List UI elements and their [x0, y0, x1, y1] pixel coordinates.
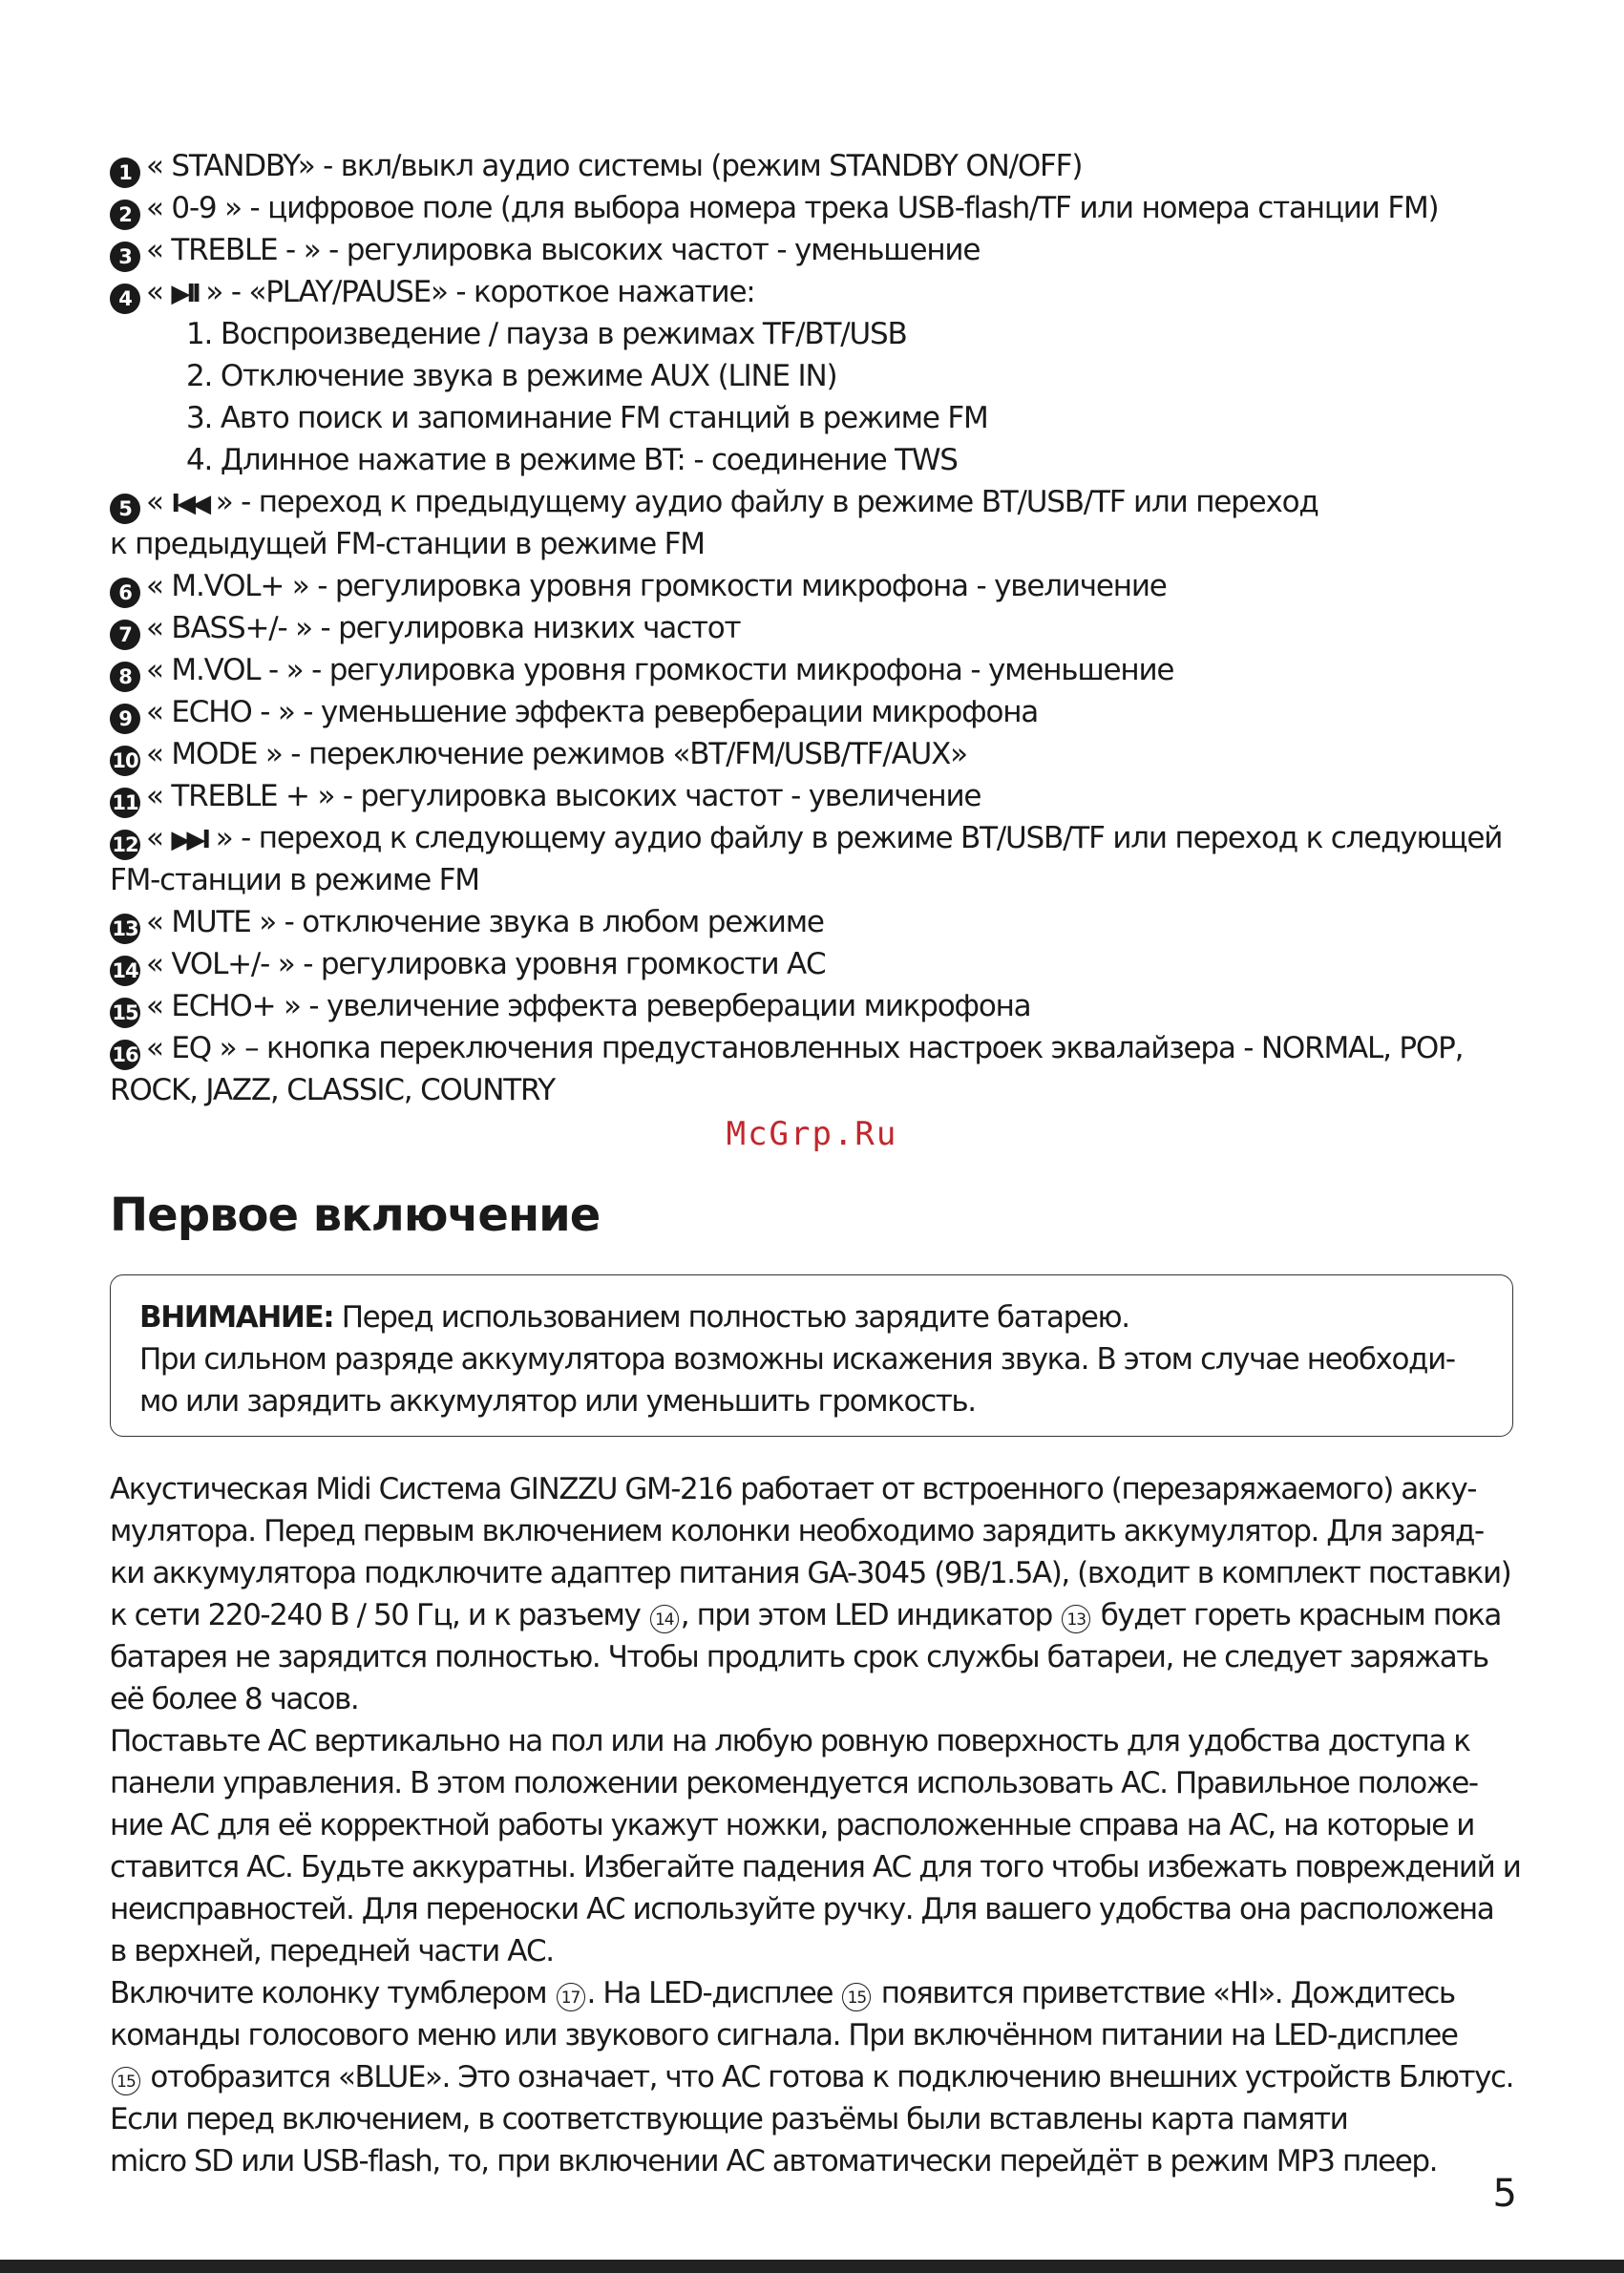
item-text: « MUTE » - отключение звука в любом режиме [146, 905, 824, 939]
paragraph-line [110, 1594, 1532, 1636]
previous-track-icon: I◀◀ [171, 490, 208, 518]
list-item [110, 145, 1532, 187]
warning-line: При сильном разряде аккумулятора возможны искажения звука. В этом случае необходи- [139, 1342, 1455, 1377]
text-span: , при этом LED индикатор [680, 1598, 1061, 1632]
item-text: « BASS+/- » - регулировка низких частот [146, 611, 741, 645]
item-number: 16 [110, 1040, 140, 1070]
list-item [110, 691, 1532, 733]
paragraph-line: ставится АС. Будьте аккуратны. Избегайте падения АС для того чтобы избежать повреждений и [110, 1850, 1521, 1884]
warning-text: Перед использованием полностью зарядите батарею. [333, 1300, 1129, 1335]
paragraph-line: команды голосового меню или звукового сигнала. При включённом питании на LED-дисплее [110, 2018, 1458, 2052]
item-number: 12 [110, 830, 140, 860]
paragraph-line: Акустическая Midi Система GINZZU GM-216 работает от встроенного (перезаряжаемого) акку- [110, 1472, 1476, 1506]
item-number: 3 [110, 242, 140, 272]
next-track-icon: ▶▶I [171, 826, 208, 854]
sub-item: 1. Воспроизведение / пауза в режимах TF/BT/USB [186, 317, 907, 351]
list-item [110, 607, 1532, 649]
list-item [110, 1027, 1532, 1069]
item-number: 2 [110, 200, 140, 230]
paragraph-line [110, 1972, 1532, 2014]
paragraph-line: мулятора. Перед первым включением колонки необходимо зарядить аккумулятор. Для заряд- [110, 1514, 1484, 1548]
item-text: « TREBLE + » - регулировка высоких частот - увеличение [146, 779, 981, 813]
item-continuation: ROCK, JAZZ, CLASSIC, COUNTRY [110, 1073, 556, 1107]
item-text: « EQ » – кнопка переключения предустановленных настроек эквалайзера - NORMAL, POP, [146, 1031, 1464, 1065]
sub-item: 3. Авто поиск и запоминание FM станций в режиме FM [186, 401, 988, 435]
paragraph-line: в верхней, передней части АС. [110, 1934, 554, 1968]
list-item [110, 817, 1532, 859]
warning-box [110, 1274, 1513, 1437]
item-text-prefix: « [146, 821, 172, 855]
warning-label: ВНИМАНИЕ: [139, 1300, 334, 1335]
text-span: появится приветствие «HI». Дождитесь [873, 1976, 1455, 2010]
paragraph-line: её более 8 часов. [110, 1682, 359, 1716]
item-text: » - переход к предыдущему аудио файлу в режиме BT/USB/TF или переход [207, 485, 1318, 519]
sub-item: 2. Отключение звука в режиме AUX (LINE IN) [186, 359, 837, 393]
text-span: Включите колонку тумблером [110, 1976, 555, 2010]
sub-item: 4. Длинное нажатие в режиме BT: - соединение TWS [186, 443, 958, 477]
watermark: McGrp.Ru [726, 1115, 898, 1153]
list-item [110, 985, 1532, 1027]
item-continuation: FM-станции в режиме FM [110, 863, 479, 897]
item-number: 15 [110, 998, 140, 1028]
item-text-prefix: « [146, 485, 172, 519]
text-span: . На LED-дисплее [586, 1976, 841, 2010]
item-number: 13 [110, 914, 140, 944]
item-text: « ECHO - » - уменьшение эффекта реверберации микрофона [146, 695, 1039, 729]
item-text: « ECHO+ » - увеличение эффекта реверберации микрофона [146, 989, 1031, 1023]
list-item [110, 271, 1532, 313]
item-number: 7 [110, 620, 140, 650]
paragraph-line [110, 2056, 1532, 2098]
item-text: « MODE » - переключение режимов «BT/FM/USB/TF/AUX» [146, 737, 967, 771]
page-number: 5 [1492, 2172, 1517, 2216]
item-number: 14 [110, 956, 140, 986]
item-number: 6 [110, 578, 140, 608]
text-span: к сети 220-240 В / 50 Гц, и к разъему [110, 1598, 648, 1632]
paragraph-line: ние АС для её корректной работы укажут ножки, расположенные справа на АС, на которые и [110, 1808, 1474, 1842]
reference-marker: 15 [842, 1983, 871, 2011]
item-text: « TREBLE - » - регулировка высоких частот - уменьшение [146, 233, 981, 267]
item-number: 1 [110, 158, 140, 188]
list-item [110, 649, 1532, 691]
item-continuation: к предыдущей FM-станции в режиме FM [110, 527, 705, 561]
item-text: » - «PLAY/PAUSE» - короткое нажатие: [197, 275, 755, 309]
paragraph-line: батарея не зарядится полностью. Чтобы продлить срок службы батареи, не следует заряжать [110, 1640, 1488, 1674]
item-number: 9 [110, 704, 140, 734]
item-number: 5 [110, 494, 140, 524]
section-heading: Первое включение [110, 1189, 601, 1242]
item-text: « M.VOL+ » - регулировка уровня громкости микрофона - увеличение [146, 569, 1167, 603]
item-text: « VOL+/- » - регулировка уровня громкости АС [146, 947, 826, 981]
paragraph-line: Если перед включением, в соответствующие разъёмы были вставлены карта памяти [110, 2102, 1348, 2136]
item-number: 8 [110, 662, 140, 692]
paragraph-line: micro SD или USB-flash, то, при включении АС автоматически перейдёт в режим MP3 плеер. [110, 2144, 1438, 2178]
paragraph-line: Поставьте АС вертикально на пол или на любую ровную поверхность для удобства доступа к [110, 1724, 1470, 1758]
item-text: « 0-9 » - цифровое поле (для выбора номера трека USB-flash/TF или номера станции FM) [146, 191, 1439, 225]
warning-line: мо или зарядить аккумулятор или уменьшить громкость. [139, 1384, 976, 1419]
controls-list [110, 145, 1532, 1111]
item-number: 11 [110, 788, 140, 818]
item-text: « STANDBY» - вкл/выкл аудио системы (режим STANDBY ON/OFF) [146, 149, 1083, 183]
item-text: « M.VOL - » - регулировка уровня громкости микрофона - уменьшение [146, 653, 1174, 687]
paragraph-line: ки аккумулятора подключите адаптер питания GA-3045 (9В/1.5А), (входит в комплект поставки) [110, 1556, 1511, 1590]
play-pause-icon: ▶II [171, 280, 198, 308]
text-span: отобразится «BLUE». Это означает, что АС готова к подключению внешних устройств Блютус. [142, 2060, 1514, 2094]
item-number: 4 [110, 284, 140, 314]
reference-marker: 17 [557, 1983, 585, 2011]
paragraph-line: неисправностей. Для переноски АС используйте ручку. Для вашего удобства она расположена [110, 1892, 1494, 1926]
reference-marker: 15 [112, 2067, 140, 2095]
list-item [110, 481, 1532, 523]
paragraph-line: панели управления. В этом положении рекомендуется использовать АС. Правильное положе- [110, 1766, 1478, 1800]
list-item [110, 733, 1532, 775]
reference-marker: 13 [1062, 1605, 1090, 1633]
item-text: » - переход к следующему аудио файлу в режиме BT/USB/TF или переход к следующей [207, 821, 1503, 855]
list-item [110, 775, 1532, 817]
list-item [110, 565, 1532, 607]
list-item [110, 187, 1532, 229]
item-text-prefix: « [146, 275, 172, 309]
body-text [110, 1468, 1532, 2182]
warning-line [139, 1296, 1484, 1338]
bottom-rule [0, 2260, 1624, 2273]
item-number: 10 [110, 746, 140, 776]
list-item [110, 229, 1532, 271]
list-item [110, 901, 1532, 943]
text-span: будет гореть красным пока [1092, 1598, 1501, 1632]
reference-marker: 14 [650, 1605, 679, 1633]
list-item [110, 943, 1532, 985]
